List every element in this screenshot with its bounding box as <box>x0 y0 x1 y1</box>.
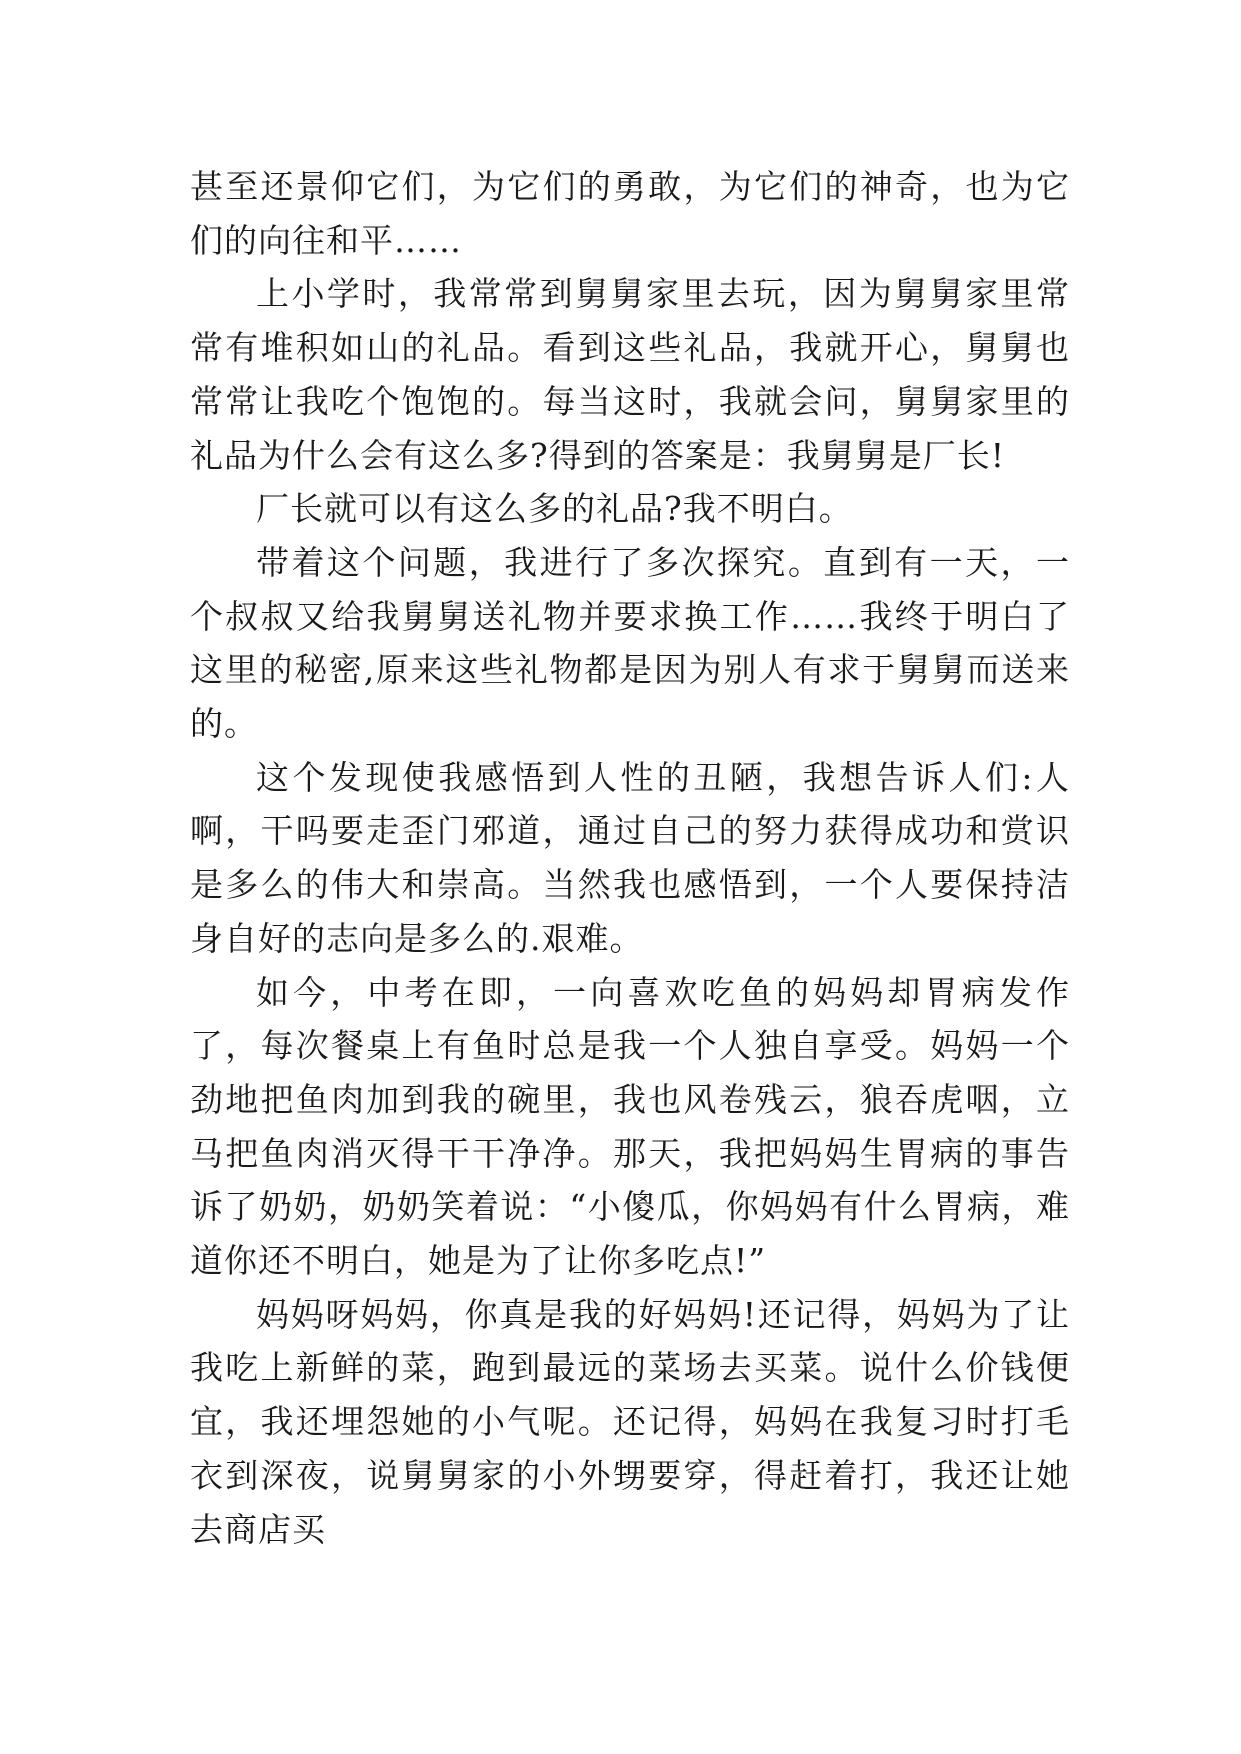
paragraph-6: 如今，中考在即，一向喜欢吃鱼的妈妈却胃病发作了，每次餐桌上有鱼时总是我一个人独自享受。妈妈一个劲地把鱼肉加到我的碗里，我也风卷残云，狼吞虎咽，立马把鱼肉消灭得干干净净。那天，我把妈妈生胃病的事告诉了奶奶，奶奶笑着说：“小傻瓜，你妈妈有什么胃病，难道你还不明白，她是为了让你多吃点!” <box>190 972 1070 1281</box>
paragraph-3: 厂长就可以有这么多的礼品?我不明白。 <box>256 489 853 529</box>
paragraph-7: 妈妈呀妈妈，你真是我的好妈妈!还记得，妈妈为了让我吃上新鲜的菜，跑到最远的菜场去买菜。说什么价钱便宜，我还埋怨她的小气呢。还记得，妈妈在我复习时打毛衣到深夜，说舅舅家的小外甥要穿，得赶着打，我还让她去商店买 <box>190 1294 1070 1549</box>
article-body <box>190 160 1070 1556</box>
paragraph-5: 这个发现使我感悟到人性的丑陋，我想告诉人们:人啊，干吗要走歪门邪道，通过自己的努力获得成功和赏识是多么的伟大和崇高。当然我也感悟到，一个人要保持洁身自好的志向是多么的.艰难。 <box>190 757 1070 958</box>
paragraph-1: 甚至还景仰它们，为它们的勇敢，为它们的神奇，也为它们的向往和平…… <box>190 167 1070 260</box>
paragraph-2: 上小学时，我常常到舅舅家里去玩，因为舅舅家里常常有堆积如山的礼品。看到这些礼品，我就开心，舅舅也常常让我吃个饱饱的。每当这时，我就会问，舅舅家里的礼品为什么会有这么多?得到的答案是：我舅舅是厂长! <box>190 274 1070 475</box>
paragraph-4: 带着这个问题，我进行了多次探究。直到有一天，一个叔叔又给我舅舅送礼物并要求换工作……我终于明白了这里的秘密,原来这些礼物都是因为别人有求于舅舅而送来的。 <box>190 542 1070 744</box>
